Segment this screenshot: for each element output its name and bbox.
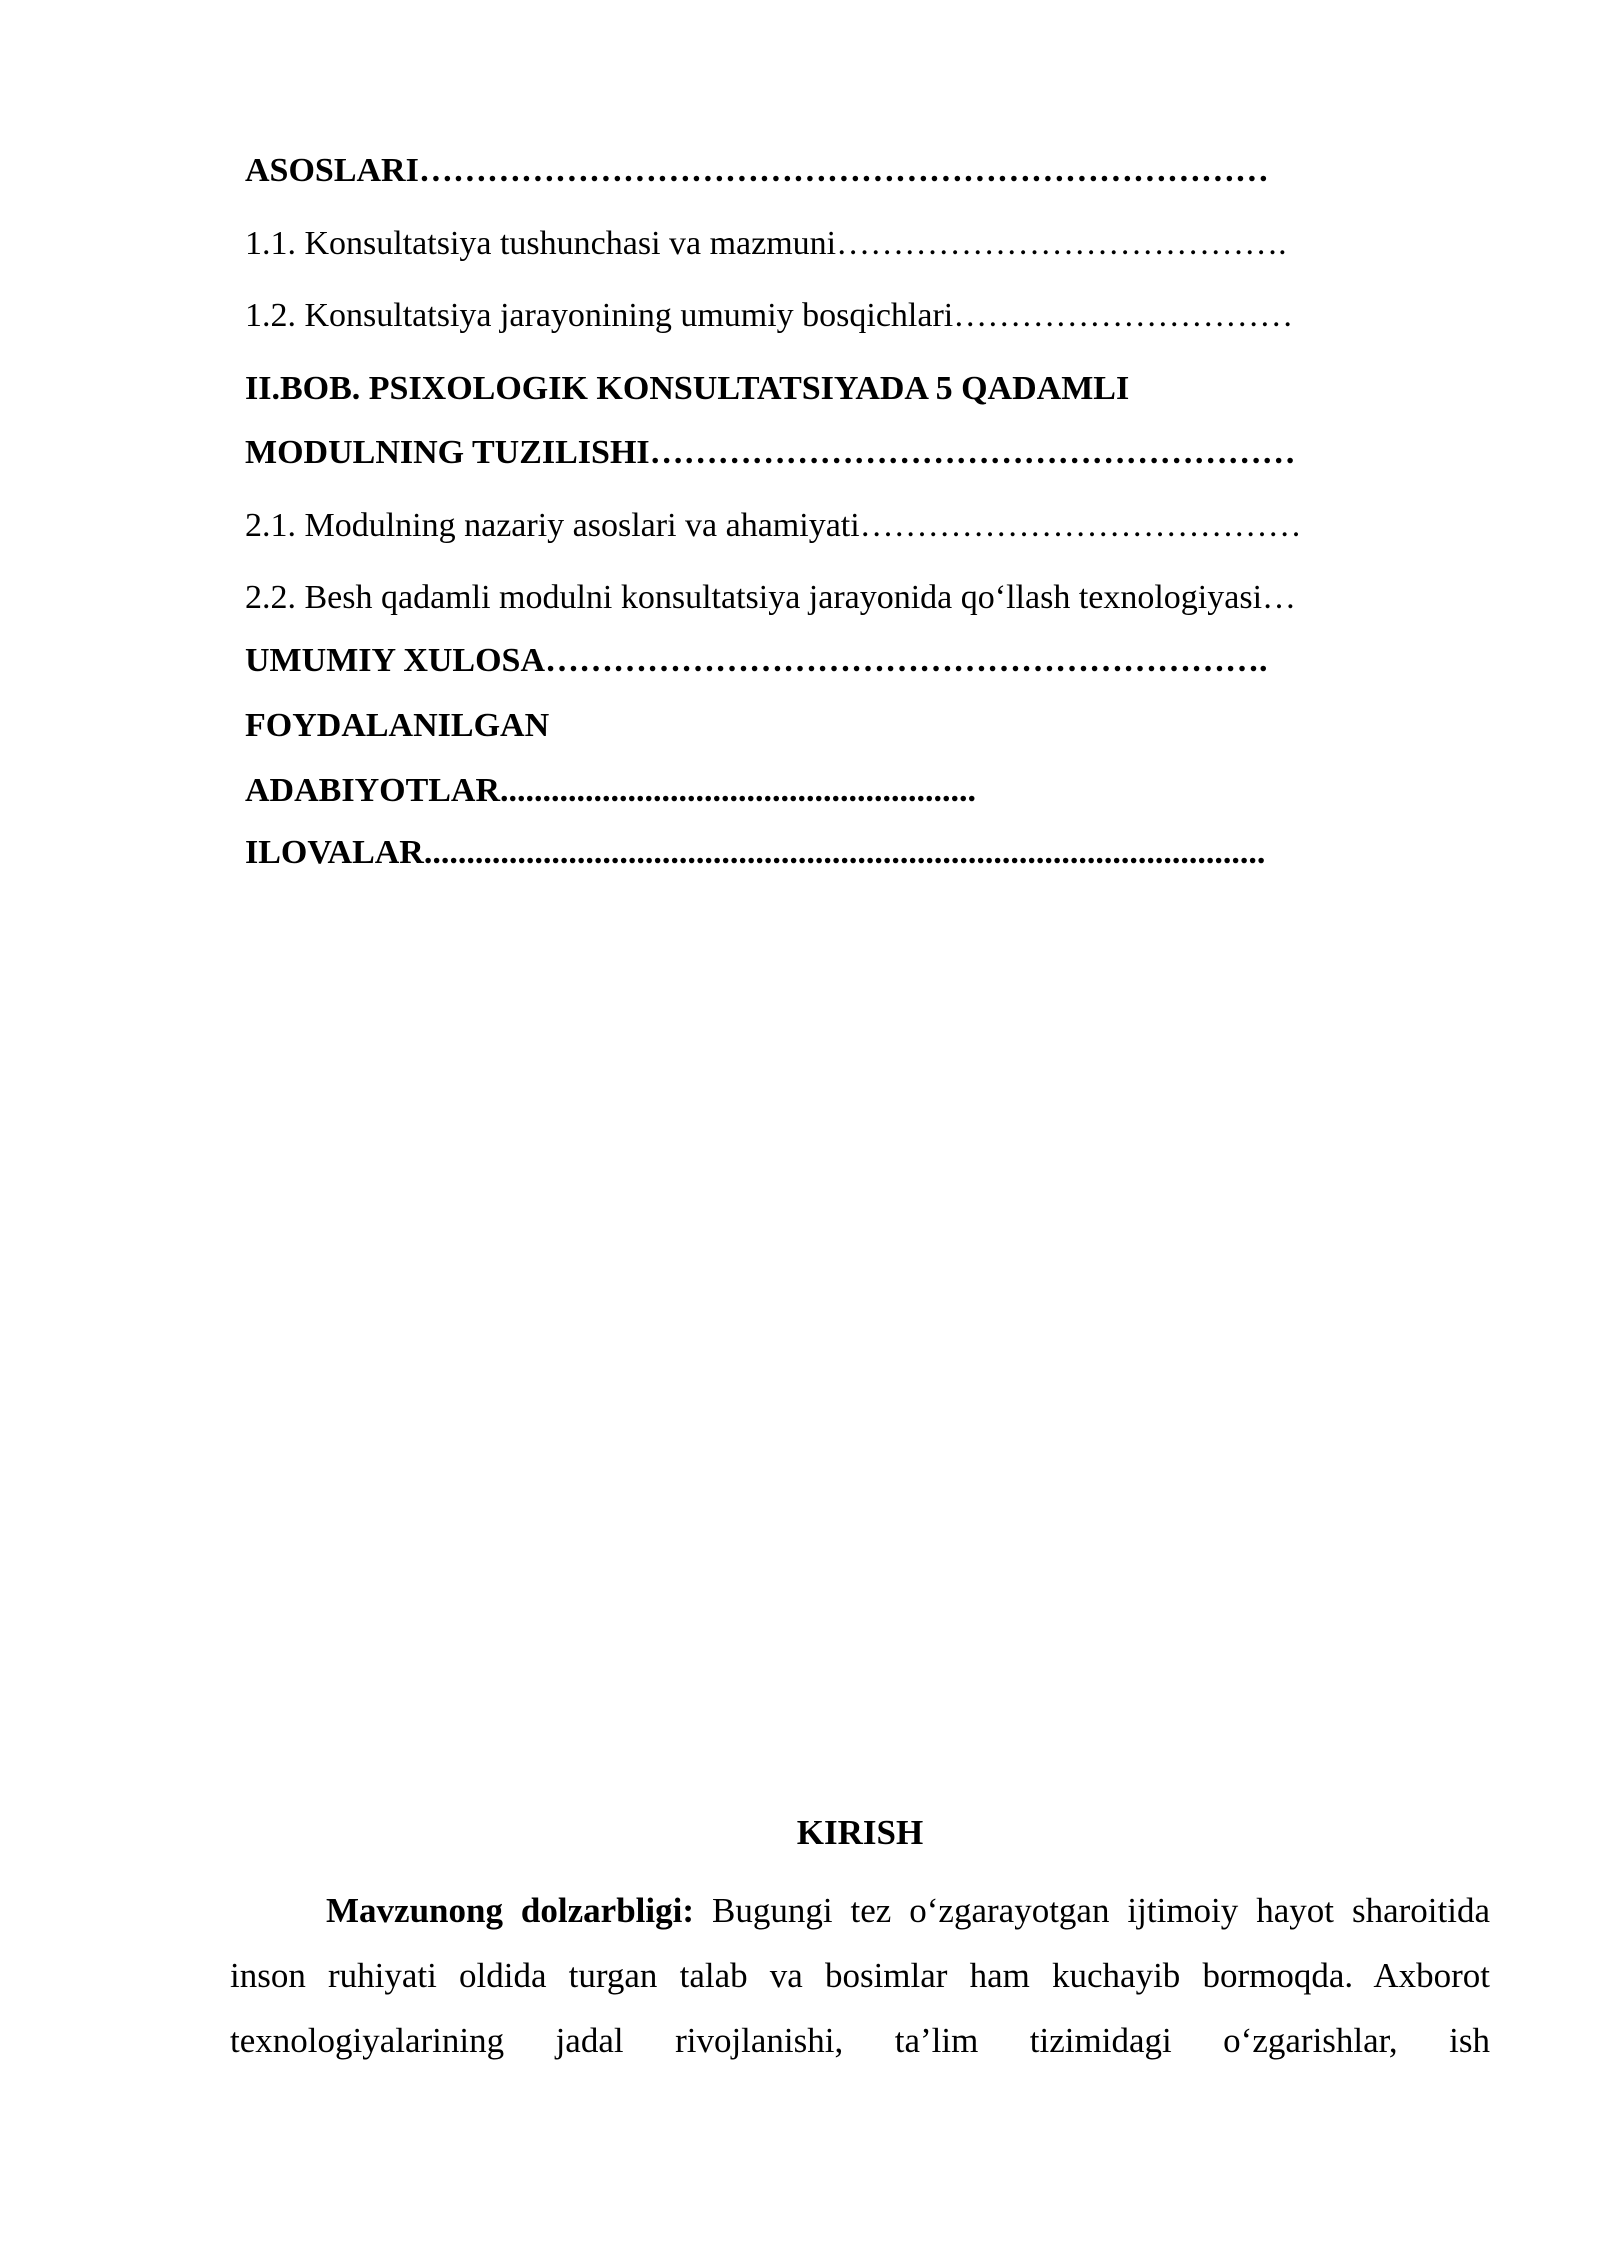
toc-foydalanilgan: FOYDALANILGAN — [245, 707, 550, 744]
intro-paragraph — [230, 1878, 1490, 2073]
toc-item-1-2: 1.2. Konsultatsiya jarayonining umumiy bosqichlari………………………… — [245, 297, 1294, 334]
toc-chapter2-line1: II.BOB. PSIXOLOGIK KONSULTATSIYADA 5 QADAMLI — [245, 370, 1130, 407]
intro-lead-label: Mavzunong dolzarbligi: — [326, 1891, 694, 1930]
intro-paragraph-text: Bugungi tez o‘zgarayotgan ijtimoiy hayot sharoitida inson ruhiyati oldida turgan talab va bosimlar ham kuchayib bormoqda. Axborot texnologiyalarining jadal rivojlanishi, ta’lim tizimidagi o‘zgarishlar, ish — [230, 1891, 1490, 2060]
toc-item-2-1: 2.1. Modulning nazariy asoslari va ahamiyati………………………………… — [245, 507, 1302, 544]
toc-umumiy-xulosa: UMUMIY XULOSA………………………………………………………. — [245, 642, 1268, 679]
intro-title: KIRISH — [796, 1813, 924, 1852]
toc-item-2-2: 2.2. Besh qadamli modulni konsultatsiya jarayonida qo‘llash texnologiyasi… — [245, 579, 1297, 616]
toc-chapter2-line2: MODULNING TUZILISHI………………………………………………… — [245, 434, 1296, 471]
toc-adabiyotlar: ADABIYOTLAR........................................................ — [245, 772, 977, 809]
toc-ilovalar: ILOVALAR................................................................................................... — [245, 834, 1266, 871]
toc-item-1-1: 1.1. Konsultatsiya tushunchasi va mazmuni…………………………………. — [245, 225, 1287, 262]
intro-section — [230, 1812, 1490, 2073]
toc-asoslari: ASOSLARI………………………………………………………………… — [245, 152, 1269, 189]
